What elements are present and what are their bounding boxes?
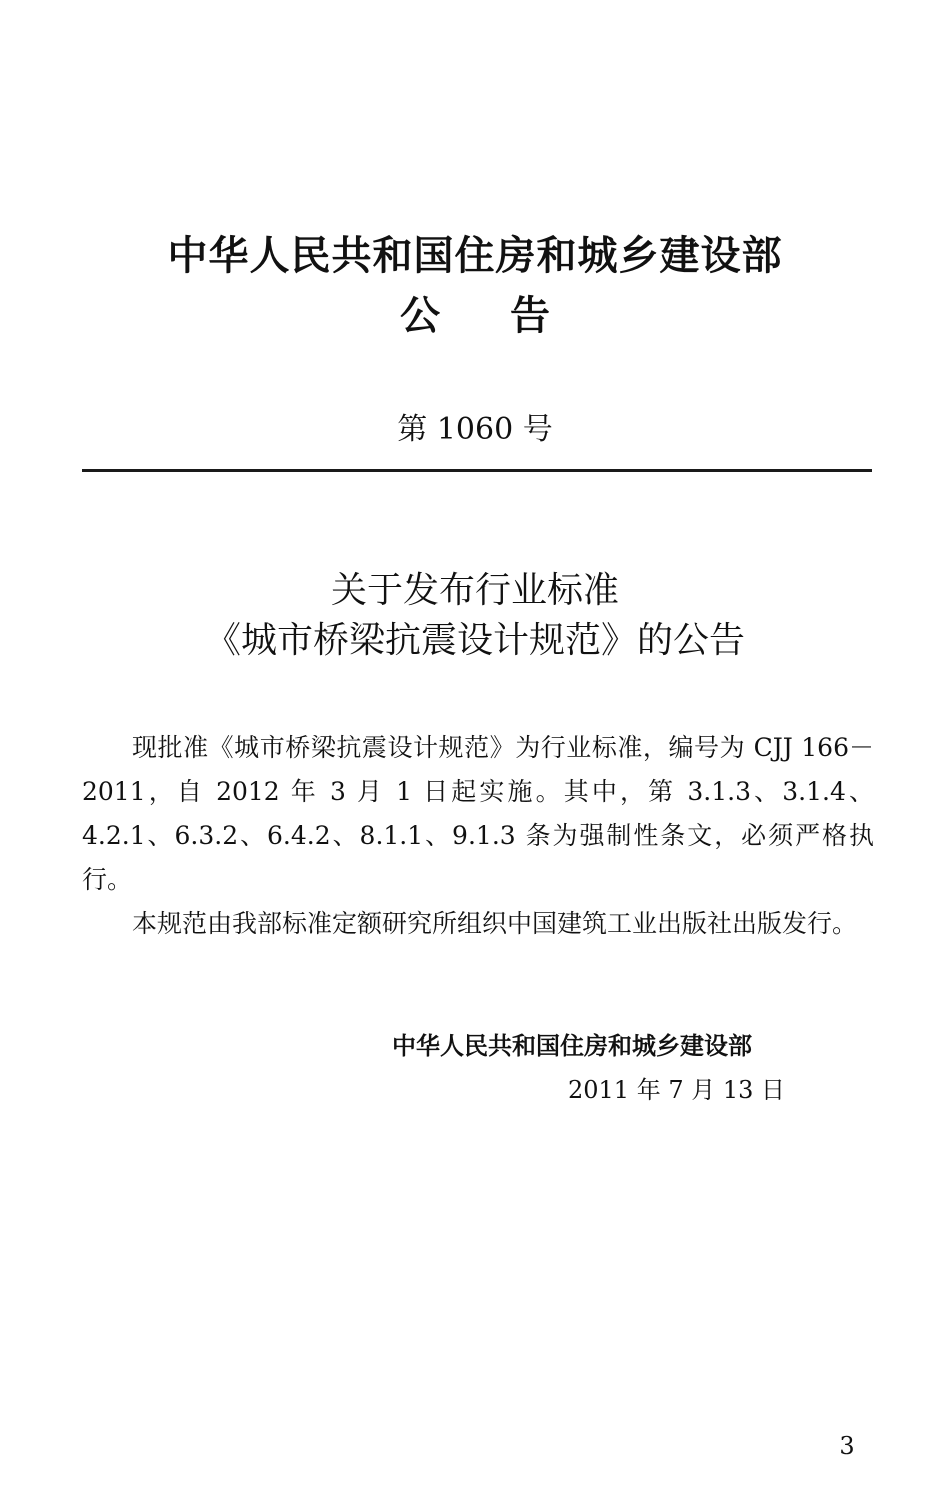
notice-title-char-1: 公 xyxy=(400,293,440,339)
issuer-signature: 中华人民共和国住房和城乡建设部 xyxy=(392,1032,752,1060)
issue-date: 2011 年 7 月 13 日 xyxy=(568,1076,786,1104)
notice-title-char-2: 告 xyxy=(510,293,550,339)
header-divider xyxy=(82,469,872,472)
notice-title xyxy=(0,288,950,344)
notice-body xyxy=(82,726,874,946)
ministry-header: 中华人民共和国住房和城乡建设部 xyxy=(167,233,783,279)
page-number: 3 xyxy=(839,1432,855,1460)
body-paragraph-2: 本规范由我部标准定额研究所组织中国建筑工业出版社出版发行。 xyxy=(132,909,858,938)
subject-line-2: 《城市桥梁抗震设计规范》的公告 xyxy=(204,620,745,661)
body-paragraph-1: 现批准《城市桥梁抗震设计规范》为行业标准，编号为 CJJ 166－2011，自 2012 年 3 月 1 日起实施。其中，第 3.1.3、3.1.4、4.2.1、6.3.2、6.4.2、8.1.1、9.1.3 条为强制性条文，必须严格执行。 xyxy=(82,733,874,894)
notice-number: 第 1060 号 xyxy=(397,412,553,447)
subject-line-1: 关于发布行业标准 xyxy=(330,570,619,611)
notice-subject xyxy=(0,566,950,666)
